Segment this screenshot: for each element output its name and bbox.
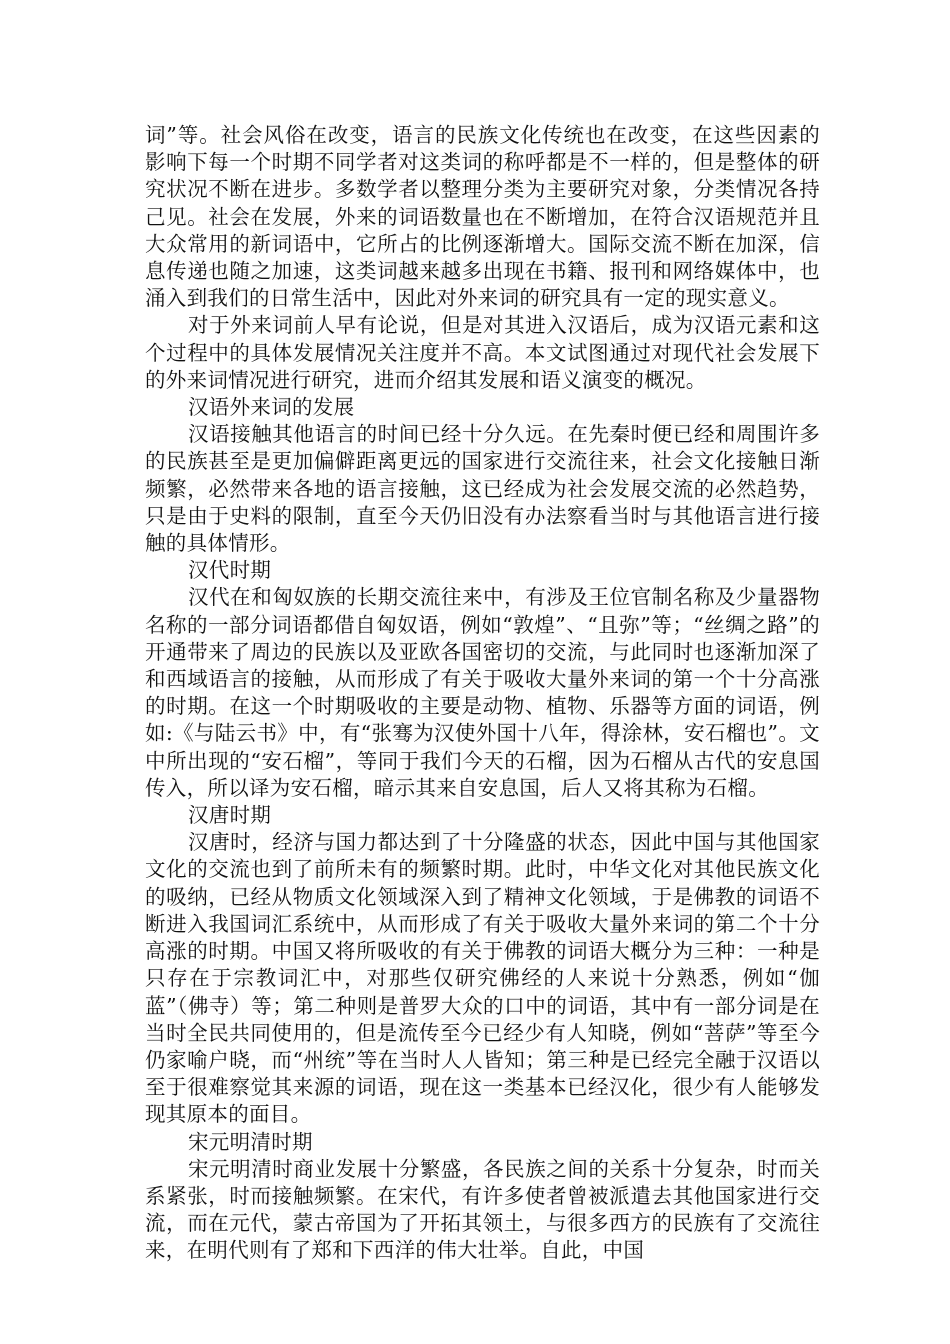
section-heading-han-tang: 汉唐时期 — [188, 803, 272, 828]
paragraph-han-tang: 汉唐时，经济与国力都达到了十分隆盛的状态，因此中国与其他国家文化的交流也到了前所未有的频繁时期。此时，中华文化对其他民族文化的吸纳，已经从物质文化领域深入到了精神文化领域，于是佛教的词语不断进入我国词汇系统中，从而形成了有关于吸收大量外来词的第二个十分高涨的时期。中国又将所吸收的有关于佛教的词语大概分为三种：一种是只存在于宗教词汇中，对那些仅研究佛经的人来说十分熟悉，例如“伽蓝”（佛寺）等；第二种则是普罗大众的口中的词语，其中有一部分词是在当时全民共同使用的，但是流传至今已经少有人知晓，例如“菩萨”等至今仍家喻户晓，而“州统”等在当时人人皆知；第三种是已经完全融于汉语以至于很难察觉其来源的词语，现在这一类基本已经汉化，很少有人能够发现其原本的面目。 — [145, 830, 820, 1127]
paragraph-song-yuan-ming-qing: 宋元明清时商业发展十分繁盛，各民族之间的关系十分复杂，时而关系紧张，时而接触频繁。在宋代，有许多使者曾被派遣去其他国家进行交流，而在元代，蒙古帝国为了开拓其领土，与很多西方的民族有了交流往来，在明代则有了郑和下西洋的伟大壮举。自此，中国 — [145, 1156, 820, 1263]
section-heading-loanword-development: 汉语外来词的发展 — [188, 395, 355, 420]
paragraph-intro-continued: 词”等。社会风俗在改变，语言的民族文化传统也在改变，在这些因素的影响下每一个时期不同学者对这类词的称呼都是不一样的，但是整体的研究状况不断在进步。多数学者以整理分类为主要研究对象，分类情况各持己见。社会在发展，外来的词语数量也在不断增加，在符合汉语规范并且大众常用的新词语中，它所占的比例逐渐增大。国际交流不断在加深，信息传递也随之加速，这类词越来越多出现在书籍、报刊和网络媒体中，也涌入到我们的日常生活中，因此对外来词的研究具有一定的现实意义。 — [145, 123, 820, 311]
section-heading-han-dynasty: 汉代时期 — [188, 558, 272, 583]
paragraph-research-purpose: 对于外来词前人早有论说，但是对其进入汉语后，成为汉语元素和这个过程中的具体发展情况关注度并不高。本文试图通过对现代社会发展下的外来词情况进行研究，进而介绍其发展和语义演变的概况。 — [145, 313, 820, 392]
section-heading-song-yuan-ming-qing: 宋元明清时期 — [188, 1129, 313, 1154]
document-page — [145, 122, 820, 1265]
paragraph-language-contact: 汉语接触其他语言的时间已经十分久远。在先秦时便已经和周围许多的民族甚至是更加偏僻距离更远的国家进行交流往来，社会文化接触日渐频繁，必然带来各地的语言接触，这已经成为社会发展交流的必然趋势，只是由于史料的限制，直至今天仍旧没有办法察看当时与其他语言进行接触的具体情形。 — [145, 422, 820, 556]
paragraph-han-dynasty: 汉代在和匈奴族的长期交流往来中，有涉及王位官制名称及少量器物名称的一部分词语都借自匈奴语，例如“敦煌”、“且弥”等；“丝绸之路”的开通带来了周边的民族以及亚欧各国密切的交流，与此同时也逐渐加深了和西域语言的接触，从而形成了有关于吸收大量外来词的第一个十分高涨的时期。在这一个时期吸收的主要是动物、植物、乐器等方面的词语，例如:《与陆云书》中，有“张骞为汉使外国十八年，得涂林，安石榴也”。文中所出现的“安石榴”，等同于我们今天的石榴，因为石榴从古代的安息国传入，所以译为安石榴，暗示其来自安息国，后人又将其称为石榴。 — [145, 585, 820, 800]
